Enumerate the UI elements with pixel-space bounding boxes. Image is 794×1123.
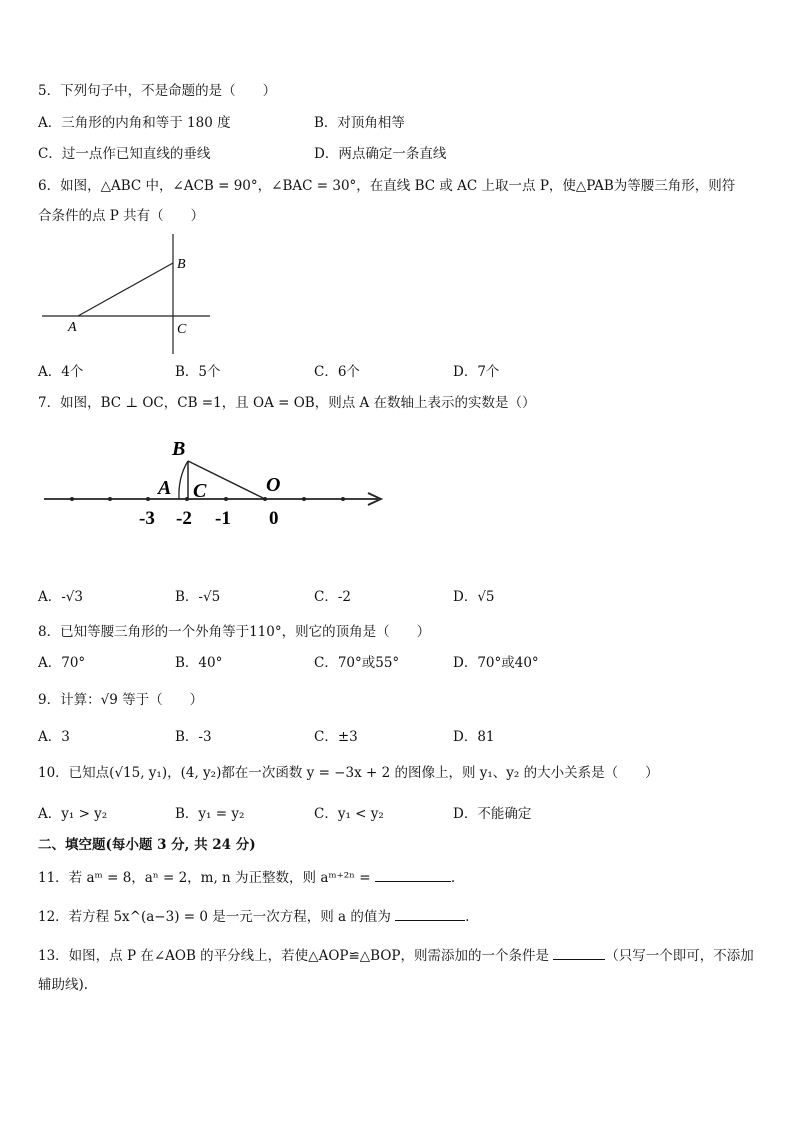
q7-tick-label: -2 — [176, 508, 192, 529]
q8-option-a: A．70° — [38, 655, 86, 671]
q6-option-b: B．5个 — [175, 364, 221, 380]
q12-end: . — [465, 909, 470, 925]
q7-label-a: A — [158, 477, 172, 499]
q7-option-b: B．-√5 — [175, 589, 221, 605]
q9-option-d: D．81 — [453, 729, 495, 745]
q6-option-d: D．7个 — [453, 364, 500, 380]
q7-stem: 7．如图，BC ⊥ OC，CB =1，且 OA = OB，则点 A 在数轴上表示的实数是（） — [38, 395, 536, 411]
q8-option-b: B．40° — [175, 655, 223, 671]
q6-figure — [38, 230, 218, 358]
q6-label-c: C — [177, 322, 187, 337]
q7-option-d: D．√5 — [453, 589, 495, 605]
q13-line2: 辅助线). — [38, 977, 89, 993]
q7-option-a: A．-√3 — [38, 589, 84, 605]
q7-figure — [38, 432, 388, 532]
q7-label-o: O — [266, 474, 281, 496]
q7-label-b: B — [172, 438, 186, 460]
q6-line-ab — [78, 263, 173, 316]
q7-arc — [179, 461, 188, 499]
q6-stem-line2: 合条件的点 P 共有（ ） — [38, 208, 205, 224]
q10-stem: 10．已知点(√15, y₁)，(4, y₂)都在一次函数 y = −3x + 2 的图像上，则 y₁、y₂ 的大小关系是（ ） — [38, 765, 659, 781]
q9-option-a: A．3 — [38, 729, 70, 745]
q11 — [38, 867, 455, 888]
q13-line1 — [38, 945, 754, 966]
q7-tick-dot — [302, 497, 306, 501]
q5-stem: 5．下列句子中，不是命题的是（ ） — [38, 83, 277, 99]
q11-text: 11．若 aᵐ = 8，aⁿ = 2，m, n 为正整数，则 aᵐ⁺²ⁿ = — [38, 870, 371, 886]
q9-option-c: C．±3 — [314, 729, 358, 745]
q7-tick-label: -3 — [139, 508, 155, 529]
q9-option-b: B．-3 — [175, 729, 212, 745]
q8-option-c: C．70°或55° — [314, 655, 400, 671]
q13-text-cont: （只写一个即可，不添加 — [605, 948, 754, 964]
q6-option-a: A．4个 — [38, 364, 84, 380]
q6-label-a: A — [68, 320, 77, 335]
q10-option-c: C．y₁ < y₂ — [314, 806, 384, 822]
q5-option-d: D．两点确定一条直线 — [314, 146, 447, 162]
q6-stem-line1: 6．如图，△ABC 中，∠ACB = 90°，∠BAC = 30°，在直线 BC 或 AC 上取一点 P，使△PAB为等腰三角形，则符 — [38, 178, 736, 194]
q9-stem: 9．计算：√9 等于（ ） — [38, 692, 204, 708]
q7-label-c: C — [193, 480, 207, 502]
q5-option-a: A．三角形的内角和等于 180 度 — [38, 115, 231, 131]
q7-tick-dot — [341, 497, 345, 501]
q8-option-d: D．70°或40° — [453, 655, 539, 671]
q10-option-a: A．y₁ > y₂ — [38, 806, 108, 822]
q10-option-d: D．不能确定 — [453, 806, 532, 822]
section-heading-fill-in: 二、填空题(每小题 3 分, 共 24 分) — [38, 837, 256, 853]
q12-answer-blank[interactable] — [395, 906, 465, 921]
q6-label-b: B — [177, 257, 186, 272]
q7-tick-dot — [224, 497, 228, 501]
q5-option-c: C．过一点作已知直线的垂线 — [38, 146, 211, 162]
q7-option-c: C．-2 — [314, 589, 351, 605]
q8-stem: 8．已知等腰三角形的一个外角等于110°，则它的顶角是（ ） — [38, 624, 431, 640]
q13-text: 13．如图，点 P 在∠AOB 的平分线上，若使△AOP≌△BOP，则需添加的一个条件是 — [38, 948, 549, 964]
q6-option-c: C．6个 — [314, 364, 360, 380]
q7-tick-dot — [70, 497, 74, 501]
q12-text: 12．若方程 5x^(a−3) = 0 是一元一次方程，则 a 的值为 — [38, 909, 391, 925]
q7-tick-label: 0 — [269, 508, 279, 529]
q7-tick-dot — [146, 497, 150, 501]
q7-tick-label: -1 — [215, 508, 231, 529]
q5-option-b: B．对顶角相等 — [314, 115, 405, 131]
q12 — [38, 906, 469, 927]
q11-answer-blank[interactable] — [375, 867, 451, 882]
q7-tick-dot — [108, 497, 112, 501]
q11-end: . — [450, 870, 456, 886]
q13-answer-blank[interactable] — [553, 945, 605, 960]
q10-option-b: B．y₁ = y₂ — [175, 806, 245, 822]
